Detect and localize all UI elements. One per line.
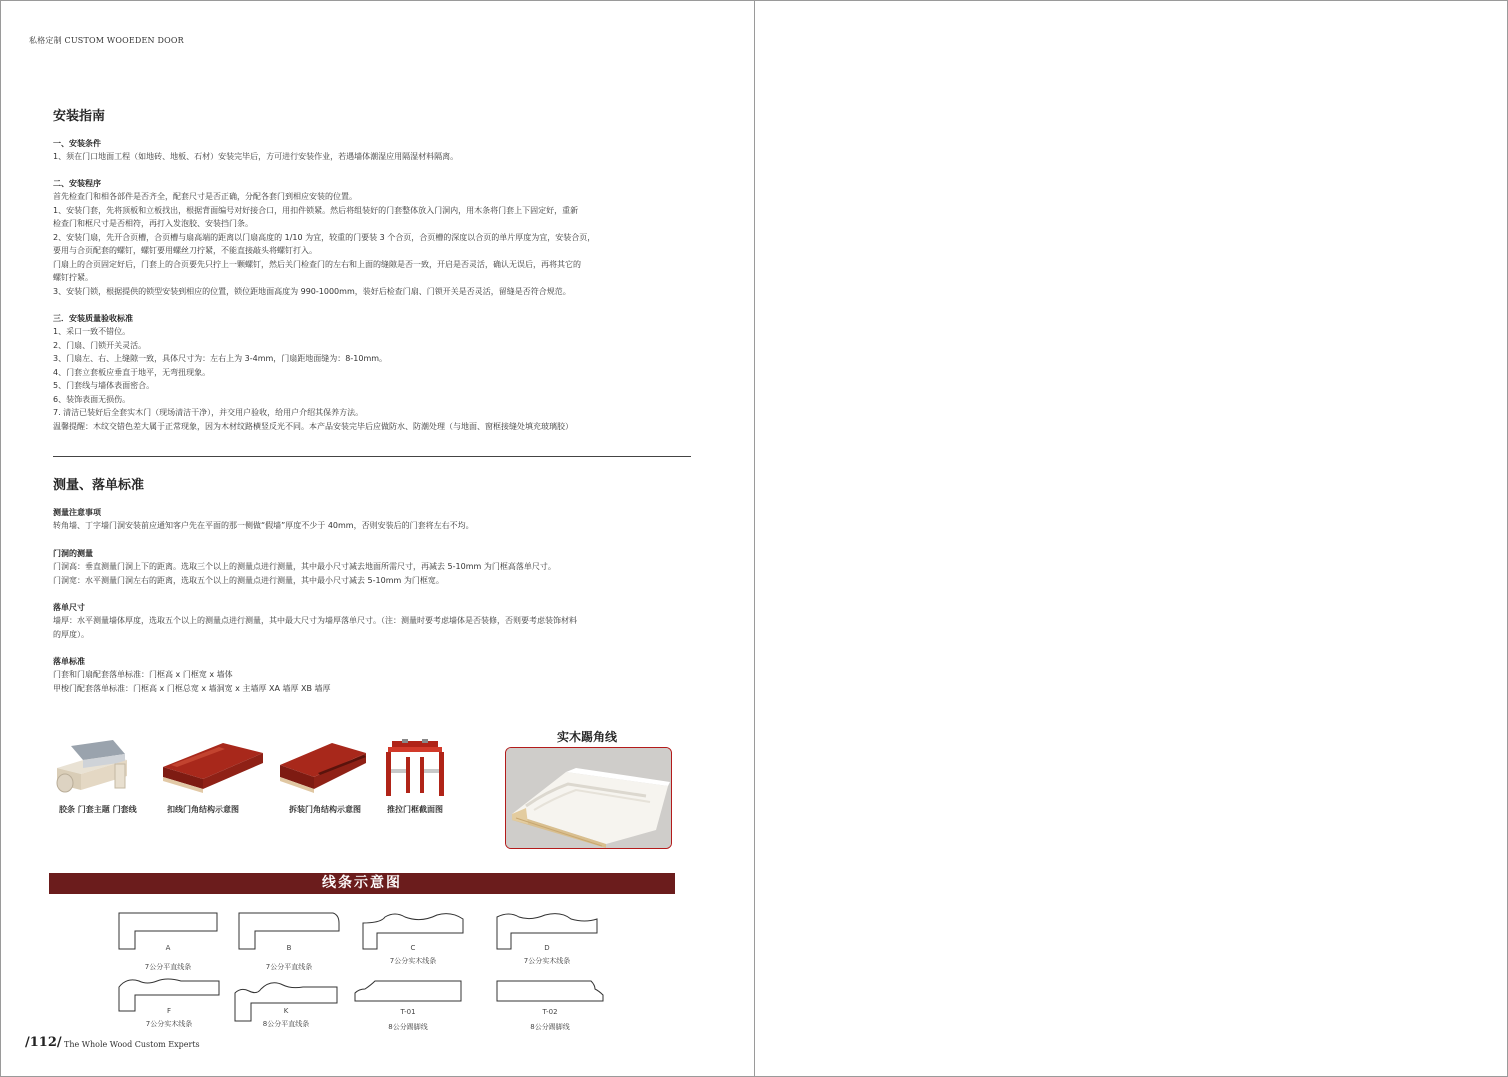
- measure-order-size: [53, 601, 693, 641]
- procedure-heading: 二、安装程序: [53, 179, 101, 188]
- procedure-line: 2、安装门扇，先开合页槽，合页槽与扇高端的距离以门扇高度的 1/10 为宜，较重的门要装 3 个合页，合页槽的深度以合页的单片厚度为宜，安装合页，: [53, 232, 596, 242]
- notes-heading: 测量注意事项: [53, 508, 101, 517]
- order-standard-line: 门套和门扇配套落单标准：门框高 x 门框宽 x 墙体: [53, 670, 233, 679]
- quality-line: 7. 清洁已装好后全套实木门（现场清洁干净），并交用户验收，给用户介绍其保养方法。: [53, 408, 364, 417]
- procedure-line: 螺钉拧紧。: [53, 273, 93, 282]
- trim-door-corner-image: [161, 741, 265, 796]
- door-frame-components-image: [53, 738, 133, 796]
- brand-header: 私格定制 CUSTOM WOOEDEN DOOR: [29, 36, 184, 45]
- profile-t02-desc: 8公分踢脚线: [530, 1023, 570, 1031]
- install-conditions: [53, 137, 693, 164]
- profiles-banner: 线条示意图: [49, 873, 675, 894]
- conditions-line: 1、须在门口地面工程（如地砖、地板、石材）安装完毕后，方可进行安装作业，若遇墙体潮湿应用隔湿材料隔离。: [53, 152, 459, 161]
- order-standard-heading: 落单标准: [53, 657, 85, 666]
- profile-k-letter: K: [283, 1007, 289, 1015]
- profile-c-letter: C: [410, 944, 416, 952]
- profile-t02-letter: T-02: [542, 1008, 558, 1016]
- profile-t01-desc: 8公分踢脚线: [388, 1023, 428, 1031]
- profile-f-letter: F: [166, 1007, 172, 1015]
- profile-d-desc: 7公分实木线条: [523, 957, 571, 965]
- order-size-line: 的厚度）。: [53, 629, 89, 639]
- conditions-heading: 一、安装条件: [53, 139, 101, 148]
- doorway-line: 门洞高：垂直测量门洞上下的距离。选取三个以上的测量点进行测量，其中最小尺寸减去地面所需尺寸，再减去 5-10mm 为门框高落单尺寸。: [53, 562, 556, 571]
- profile-b-letter: B: [286, 944, 292, 952]
- procedure-line: 3、安装门锁，根据提供的锁型安装到相应的位置，锁位距地面高度为 990-1000mm，装好后检查门扇、门锁开关是否灵活，留缝是否符合规范。: [53, 286, 571, 296]
- measure-notes: [53, 506, 693, 533]
- profile-k-desc: 8公分平直线条: [262, 1020, 310, 1028]
- profile-a-letter: A: [165, 944, 171, 952]
- procedure-line: 门扇上的合页固定好后，门套上的合页要先只拧上一颗螺钉，然后关门检查门的左右和上面的缝隙是否一致，开启是否灵活，确认无误后，再将其它的: [53, 259, 581, 269]
- page-number: /112/: [25, 1035, 62, 1050]
- caption-detachable-door-corner: 拆装门角结构示意图: [289, 805, 361, 814]
- order-size-line: 墙厚：水平测量墙体厚度，选取五个以上的测量点进行测量，其中最大尺寸为墙厚落单尺寸。（注：测量时要考虑墙体是否装修，否则要考虑装饰材料: [53, 616, 577, 625]
- measure-title: 测量、落单标准: [53, 478, 145, 493]
- doorway-heading: 门洞的测量: [53, 549, 93, 558]
- caption-trim-door-corner: 扣线门角结构示意图: [167, 805, 239, 814]
- profile-c-desc: 7公分实木线条: [389, 957, 437, 965]
- order-standard-line: 甲梭门配套落单标准：门框高 x 门框总宽 x 墙洞宽 x 主墙厚 XA 墙厚 XB 墙厚: [53, 683, 331, 693]
- install-quality: [53, 312, 693, 433]
- sliding-door-frame-section-image: [384, 739, 446, 799]
- notes-line: 转角墙、丁字墙门洞安装前应通知客户先在平面的那一侧做“假墙”厚度不少于 40mm，否则安装后的门套将左右不均。: [53, 521, 474, 530]
- profile-t01-letter: T-01: [400, 1008, 416, 1016]
- caption-sliding-door-section: 推拉门框截面图: [387, 805, 443, 814]
- profile-t02-drawing: [495, 979, 605, 1003]
- caption-frame-components: 胶条 门套主题 门套线: [59, 805, 137, 814]
- skirting-title: 实木踢角线: [557, 730, 618, 744]
- quality-line: 3、门扇左、右、上缝隙一致，具体尺寸为：左右上为 3-4mm，门扇距地面缝为：8-10mm。: [53, 354, 388, 363]
- section-divider: [53, 456, 691, 457]
- quality-heading: 三．安装质量验收标准: [53, 314, 133, 323]
- profile-k-drawing: [233, 977, 339, 1023]
- quality-line: 2、门扇、门锁开关灵活。: [53, 340, 147, 350]
- install-title: 安装指南: [53, 109, 106, 124]
- quality-line: 温馨提醒：木纹交错色差大属于正常现象，因为木材纹路横竖反光不同。本产品安装完毕后应做防水、防潮处理（与地面、窗框接缝处填充玻璃胶）: [53, 421, 573, 431]
- procedure-line: 要用与合页配套的螺钉，螺钉要用螺丝刀拧紧，不能直接敲头将螺钉打入。: [53, 246, 317, 255]
- profile-t01-drawing: [353, 979, 463, 1003]
- quality-line: 5、门套线与墙体表面密合。: [53, 381, 155, 390]
- quality-line: 1、采口一致不错位。: [53, 327, 131, 336]
- profile-d-letter: D: [544, 944, 550, 952]
- measure-order-standard: [53, 655, 693, 695]
- measure-doorway: [53, 547, 693, 587]
- profile-a-desc: 7公分平直线条: [144, 963, 192, 971]
- profile-f-desc: 7公分实木线条: [145, 1020, 193, 1028]
- profile-b-desc: 7公分平直线条: [265, 963, 313, 971]
- detachable-door-corner-image: [278, 741, 368, 796]
- quality-line: 4、门套立套板应垂直于地平，无弯扭现象。: [53, 367, 211, 377]
- quality-line: 6、装饰表面无损伤。: [53, 394, 131, 404]
- procedure-line: 1、安装门套，先将顶板和立板找出，根据背面编号对好接合口，用扣件锁紧。然后将组装好的门套整体放入门洞内，用木条将门套上下固定好，重新: [53, 205, 579, 215]
- doorway-line: 门洞宽：水平测量门洞左右的距离，选取五个以上的测量点进行测量，其中最小尺寸减去 5-10mm 为门框宽。: [53, 575, 444, 585]
- procedure-line: 检查门和框尺寸是否相符，再打入发泡胶、安装挡门条。: [53, 219, 253, 228]
- order-size-heading: 落单尺寸: [53, 603, 85, 612]
- footer-tagline: The Whole Wood Custom Experts: [64, 1040, 200, 1049]
- skirting-board-image: [506, 748, 671, 848]
- right-page-blank: [754, 0, 1508, 1077]
- skirting-image-frame: [505, 747, 672, 849]
- install-procedure: [53, 177, 693, 298]
- procedure-line: 首先检查门和相各部件是否齐全，配套尺寸是否正确，分配各套门到相应安装的位置。: [53, 192, 357, 201]
